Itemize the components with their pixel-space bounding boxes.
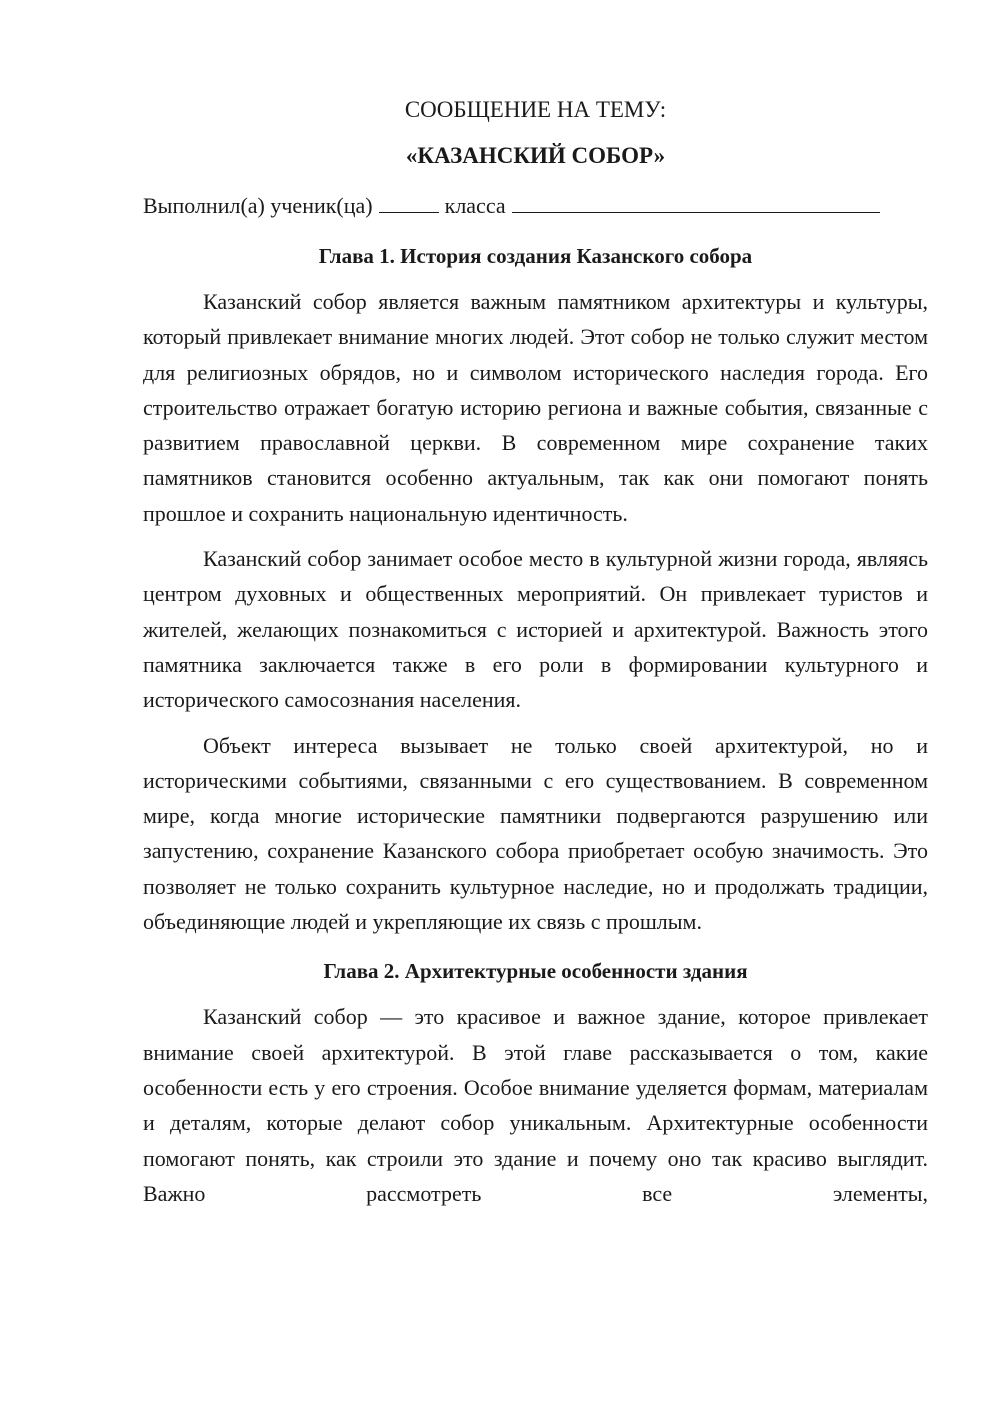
class-number-blank — [379, 194, 439, 213]
chapter-2-paragraph-1: Казанский собор — это красивое и важное здание, которое привлекает внимание своей архитектурой. В этой главе рассказывается о том, какие особенности есть у его строения. Особое внимание уделяется формам, материалам и деталям, которые делают собор уникальным. Архитектурные особенности помогают понять, как строили это здание и почему оно так красиво выглядит. Важно рассмотреть все элементы, — [143, 1004, 928, 1206]
chapter-1-paragraph-3: Объект интереса вызывает не только своей архитектурой, но и историческими событиями, связанными с его существованием. В современном мире, когда многие исторические памятники подвергаются разрушению или запустению, сохранение Казанского собора приобретает особую значимость. Это позволяет не только сохранить культурное наследие, но и продолжать традиции, объединяющие людей и укрепляющие их связь с прошлым. — [143, 732, 928, 935]
chapter-1-paragraph-1: Казанский собор является важным памятником архитектуры и культуры, который привлекает внимание многих людей. Этот собор не только служит местом для религиозных обрядов, но и символом исторического наследия города. Его строительство отражает богатую историю региона и важные события, связанные с развитием православной церкви. В современном мире сохранение таких памятников становится особенно актуальным, так как они помогают понять прошлое и сохранить национальную идентичность. — [143, 289, 928, 526]
document-title-line-1: СООБЩЕНИЕ НА ТЕМУ: — [404, 97, 667, 122]
chapter-2-heading: Глава 2. Архитектурные особенности здания — [323, 959, 748, 984]
author-line — [143, 192, 928, 220]
chapter-1-heading: Глава 1. История создания Казанского собора — [318, 244, 753, 268]
author-performed-by-label: Выполнил(а) ученик(ца) — [143, 193, 373, 218]
document-page — [143, 96, 928, 1221]
student-name-blank — [512, 194, 880, 213]
document-title-topic: «КАЗАНСКИЙ СОБОР» — [405, 143, 666, 168]
class-word-label: класса — [444, 193, 506, 218]
chapter-1-paragraph-2: Казанский собор занимает особое место в культурной жизни города, являясь центром духовных и общественных мероприятий. Он привлекает туристов и жителей, желающих познакомиться с историей и архитектурой. Важность этого памятника заключается также в его роли в формировании культурного и исторического самосознания населения. — [143, 546, 928, 713]
